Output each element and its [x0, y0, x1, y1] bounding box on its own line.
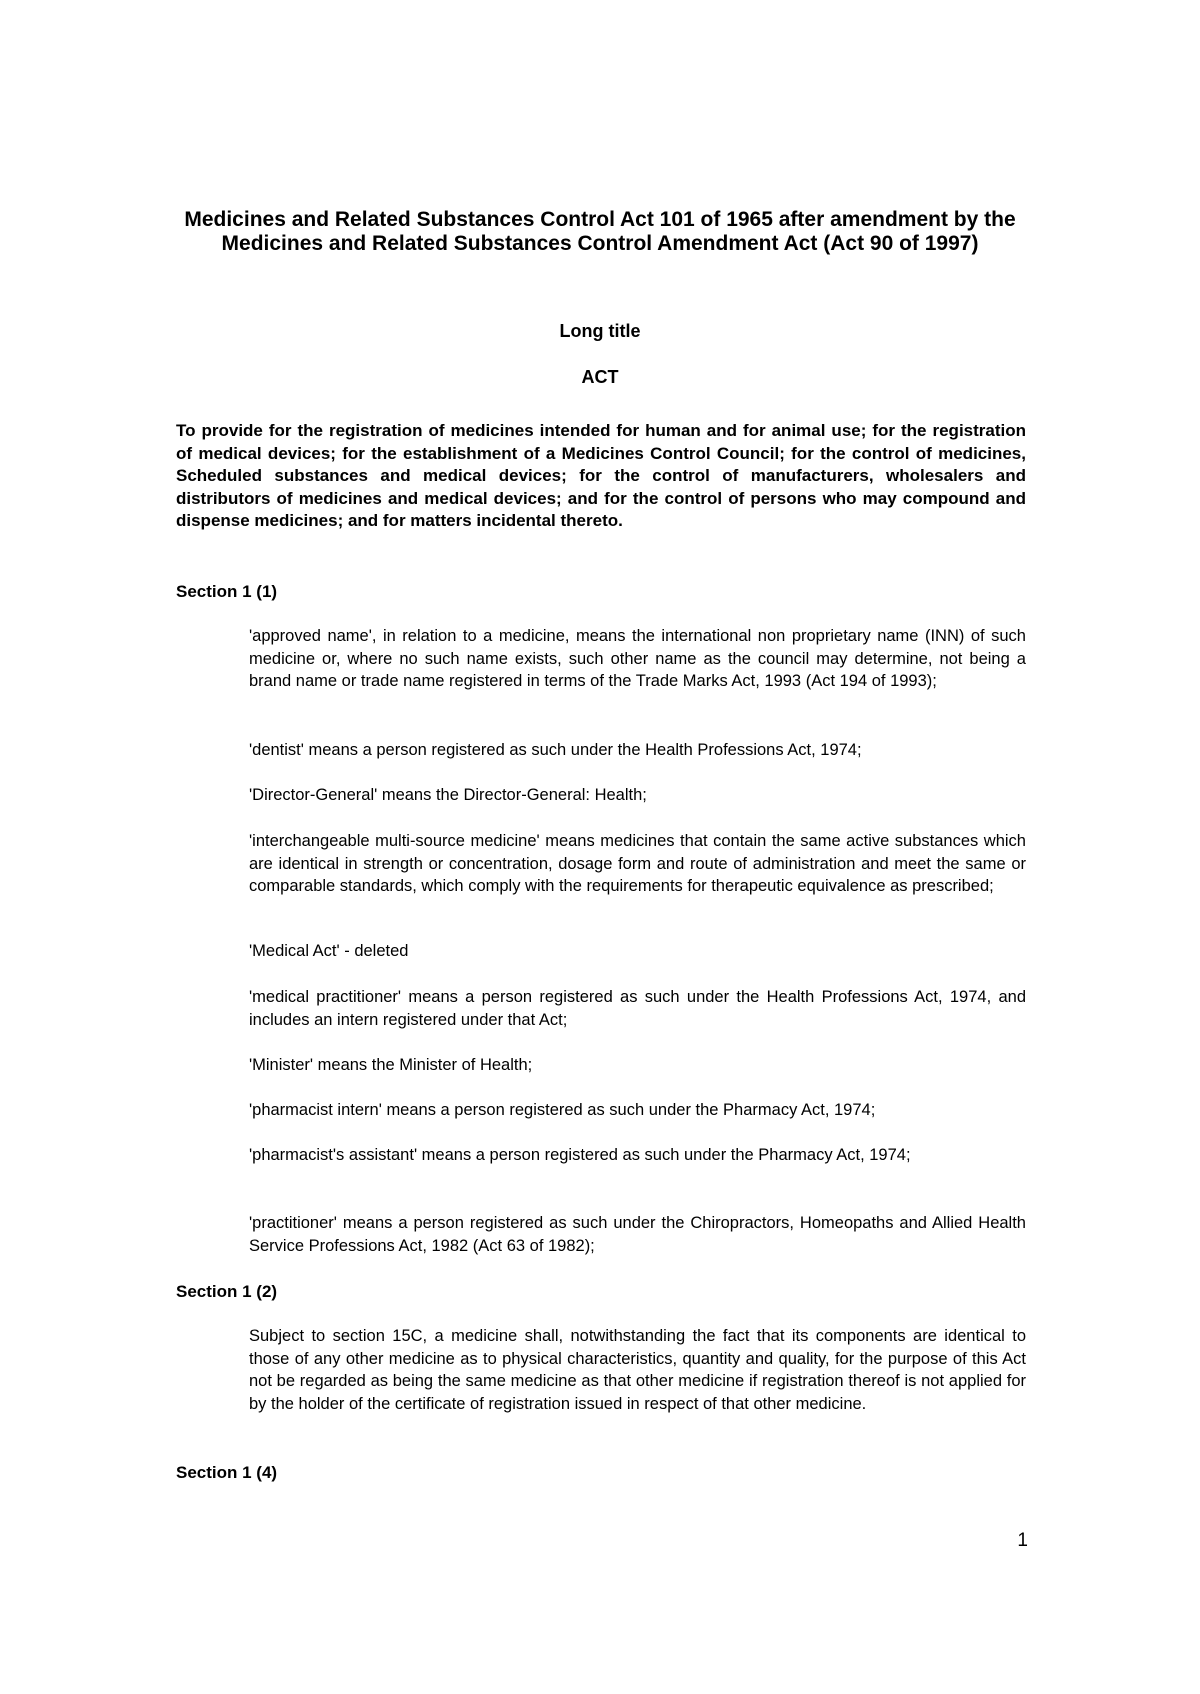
document-title: Medicines and Related Substances Control Act 101 of 1965 after amendment by the Medicines and Related Substances Control Amendment Act (Act 90 of 1997): [184, 208, 1016, 255]
section-1-2-paragraph: Subject to section 15C, a medicine shall, notwithstanding the fact that its components are identical to those of any other medicine as to physical characteristics, quantity and quality, for the purpose of this Act not be regarded as being the same medicine as that other medicine if registration thereof is not applied for by the holder of the certificate of registration issued in respect of that other medicine.: [249, 1327, 1026, 1413]
definition-minister: 'Minister' means the Minister of Health;: [249, 1056, 533, 1074]
definition-interchangeable-medicine: 'interchangeable multi-source medicine' means medicines that contain the same active substances which are identical in strength or concentration, dosage form and route of administration and meet the same or comparable standards, which comply with the requirements for therapeutic equivalence as prescribed;: [249, 832, 1026, 895]
long-title-heading: Long title: [559, 321, 641, 341]
section-heading: Section 1 (1): [176, 582, 278, 601]
definition-medical-act: 'Medical Act' - deleted: [249, 942, 409, 960]
definition-practitioner: 'practitioner' means a person registered as such under the Chiropractors, Homeopaths and Allied Health Service Professions Act, 1982 (Act 63 of 1982);: [249, 1214, 1026, 1255]
section-heading: Section 1 (4): [176, 1463, 278, 1482]
definition-medical-practitioner: 'medical practitioner' means a person registered as such under the Health Professions Act, 1974, and includes an intern registered under that Act;: [249, 988, 1026, 1029]
definition-pharmacists-assistant: 'pharmacist's assistant' means a person registered as such under the Pharmacy Act, 1974;: [249, 1146, 911, 1164]
definition-pharmacist-intern: 'pharmacist intern' means a person registered as such under the Pharmacy Act, 1974;: [249, 1101, 876, 1119]
definition-dentist: 'dentist' means a person registered as such under the Health Professions Act, 1974;: [249, 741, 862, 759]
section-heading: Section 1 (2): [176, 1282, 278, 1301]
page-number: 1: [1017, 1530, 1028, 1551]
definition-approved-name: 'approved name', in relation to a medicine, means the international non proprietary name (INN) of such medicine or, where no such name exists, such other name as the council may determine, not being a brand name or trade name registered in terms of the Trade Marks Act, 1993 (Act 194 of 1993);: [249, 627, 1026, 690]
preamble: To provide for the registration of medicines intended for human and for animal use; for the registration of medical devices; for the establishment of a Medicines Control Council; for the control of medicines, Scheduled substances and medical devices; for the control of manufacturers, wholesalers and distributors of medicines and medical devices; and for the control of persons who may compound and dispense medicines; and for matters incidental thereto.: [176, 421, 1026, 530]
definition-director-general: 'Director-General' means the Director-General: Health;: [249, 786, 647, 804]
act-heading: ACT: [581, 367, 619, 387]
